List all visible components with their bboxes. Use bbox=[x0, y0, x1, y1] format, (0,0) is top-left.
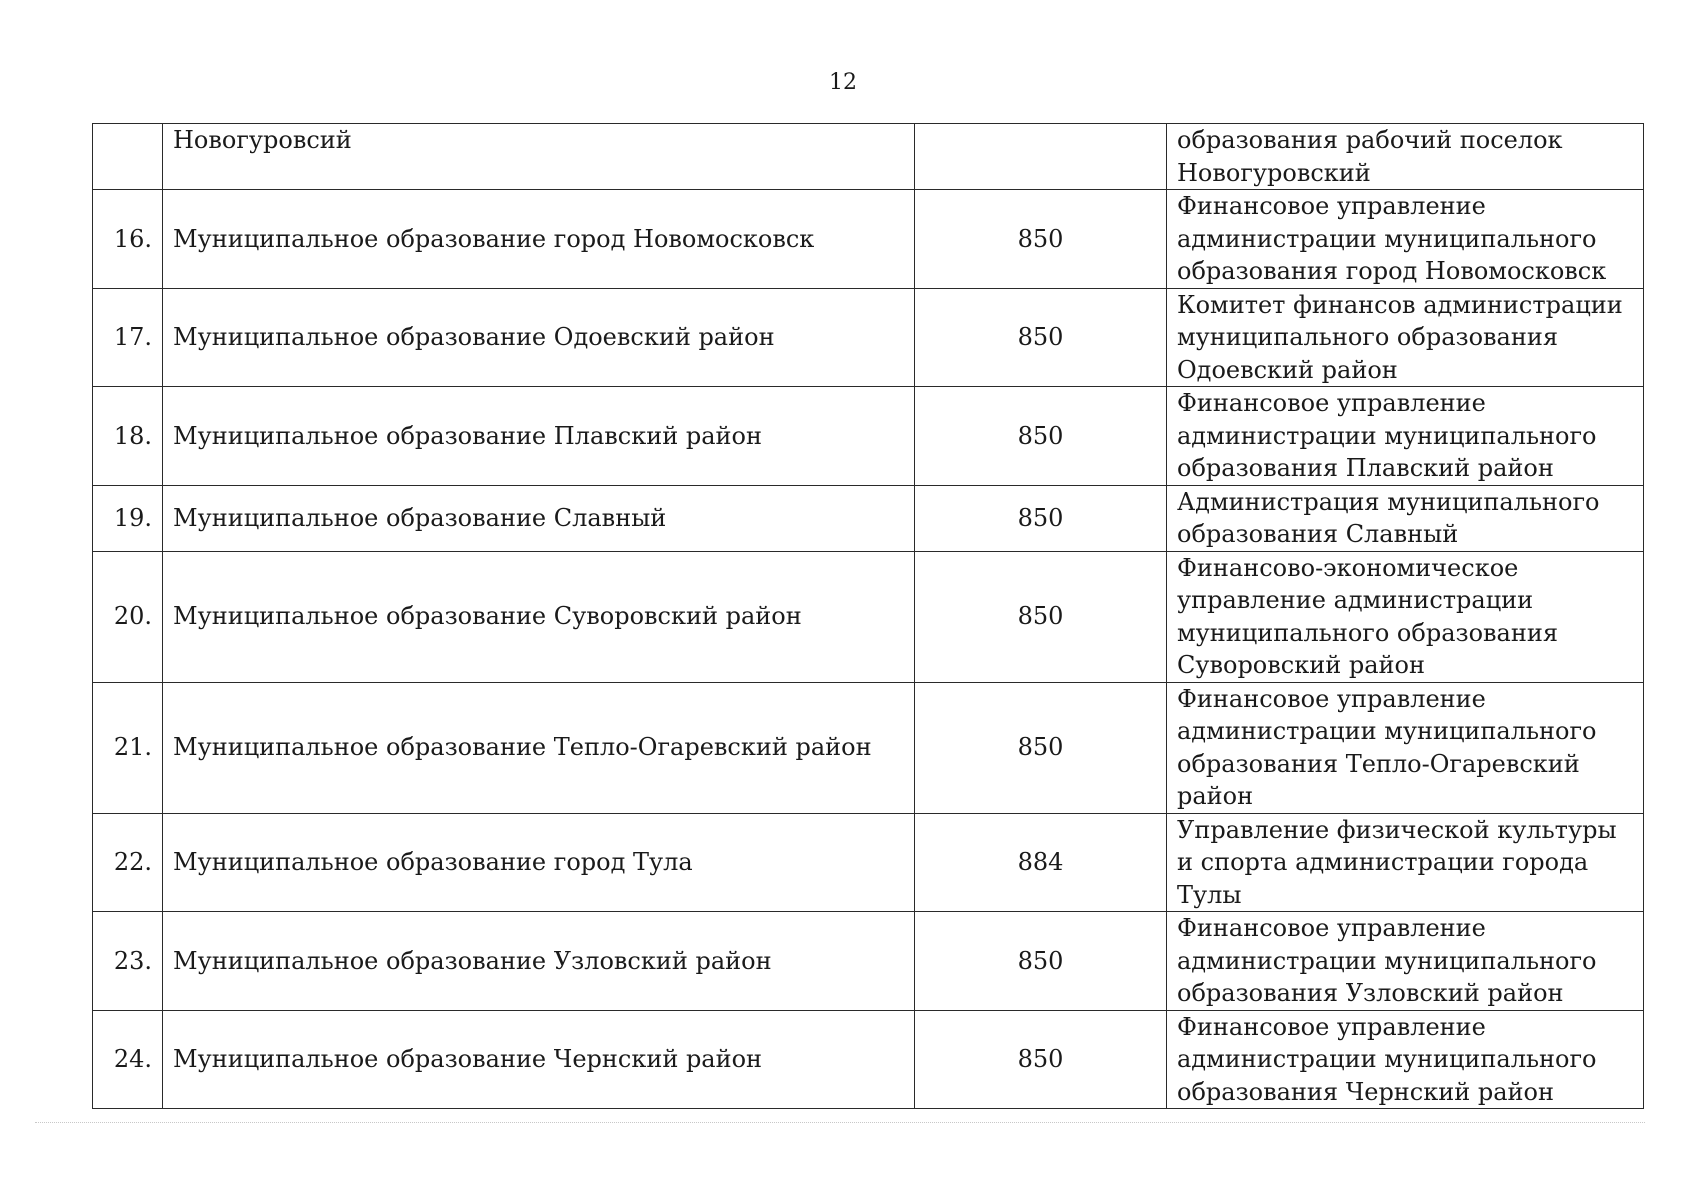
organization-cell: образования рабочий поселок Новогуровский bbox=[1167, 124, 1644, 190]
row-number-cell bbox=[93, 124, 163, 190]
organization-cell: Администрация муниципального образования Славный bbox=[1167, 485, 1644, 551]
code-cell: 884 bbox=[915, 813, 1167, 912]
code-cell: 850 bbox=[915, 387, 1167, 486]
organization-cell: Финансовое управление администрации муниципального образования Узловский район bbox=[1167, 912, 1644, 1011]
table-body bbox=[93, 124, 1644, 1109]
table-row bbox=[93, 912, 1644, 1011]
row-number-cell: 22. bbox=[93, 813, 163, 912]
table-row bbox=[93, 190, 1644, 289]
page-number: 12 bbox=[829, 70, 857, 95]
table-row bbox=[93, 387, 1644, 486]
code-cell: 850 bbox=[915, 551, 1167, 682]
organization-cell: Комитет финансов администрации муниципального образования Одоевский район bbox=[1167, 288, 1644, 387]
row-number-cell: 18. bbox=[93, 387, 163, 486]
table-row bbox=[93, 124, 1644, 190]
municipality-name-cell: Муниципальное образование Узловский район bbox=[163, 912, 915, 1011]
table-row bbox=[93, 813, 1644, 912]
row-number-cell: 16. bbox=[93, 190, 163, 289]
code-cell: 850 bbox=[915, 190, 1167, 289]
municipality-name-cell: Муниципальное образование Плавский район bbox=[163, 387, 915, 486]
row-number-cell: 24. bbox=[93, 1010, 163, 1109]
municipality-name-cell: Муниципальное образование Славный bbox=[163, 485, 915, 551]
row-number-cell: 17. bbox=[93, 288, 163, 387]
code-cell: 850 bbox=[915, 682, 1167, 813]
table-row bbox=[93, 288, 1644, 387]
row-number-cell: 20. bbox=[93, 551, 163, 682]
code-cell: 850 bbox=[915, 912, 1167, 1011]
table-row bbox=[93, 682, 1644, 813]
table-row bbox=[93, 485, 1644, 551]
municipality-name-cell: Муниципальное образование Суворовский район bbox=[163, 551, 915, 682]
municipal-entities-table bbox=[92, 123, 1644, 1109]
code-cell: 850 bbox=[915, 485, 1167, 551]
organization-cell: Финансовое управление администрации муниципального образования Тепло-Огаревский район bbox=[1167, 682, 1644, 813]
table-row bbox=[93, 1010, 1644, 1109]
scan-artifact-line bbox=[35, 1122, 1645, 1123]
organization-cell: Финансовое управление администрации муниципального образования Плавский район bbox=[1167, 387, 1644, 486]
organization-cell: Управление физической культуры и спорта администрации города Тулы bbox=[1167, 813, 1644, 912]
code-cell: 850 bbox=[915, 1010, 1167, 1109]
row-number-cell: 19. bbox=[93, 485, 163, 551]
organization-cell: Финансово-экономическое управление администрации муниципального образования Суворовский район bbox=[1167, 551, 1644, 682]
organization-cell: Финансовое управление администрации муниципального образования город Новомосковск bbox=[1167, 190, 1644, 289]
row-number-cell: 23. bbox=[93, 912, 163, 1011]
code-cell: 850 bbox=[915, 288, 1167, 387]
municipality-name-cell: Новогуровсий bbox=[163, 124, 915, 190]
municipality-name-cell: Муниципальное образование Тепло-Огаревский район bbox=[163, 682, 915, 813]
code-cell bbox=[915, 124, 1167, 190]
municipality-name-cell: Муниципальное образование город Новомосковск bbox=[163, 190, 915, 289]
organization-cell: Финансовое управление администрации муниципального образования Чернский район bbox=[1167, 1010, 1644, 1109]
municipality-name-cell: Муниципальное образование Одоевский район bbox=[163, 288, 915, 387]
row-number-cell: 21. bbox=[93, 682, 163, 813]
table-row bbox=[93, 551, 1644, 682]
municipality-name-cell: Муниципальное образование Чернский район bbox=[163, 1010, 915, 1109]
municipality-name-cell: Муниципальное образование город Тула bbox=[163, 813, 915, 912]
